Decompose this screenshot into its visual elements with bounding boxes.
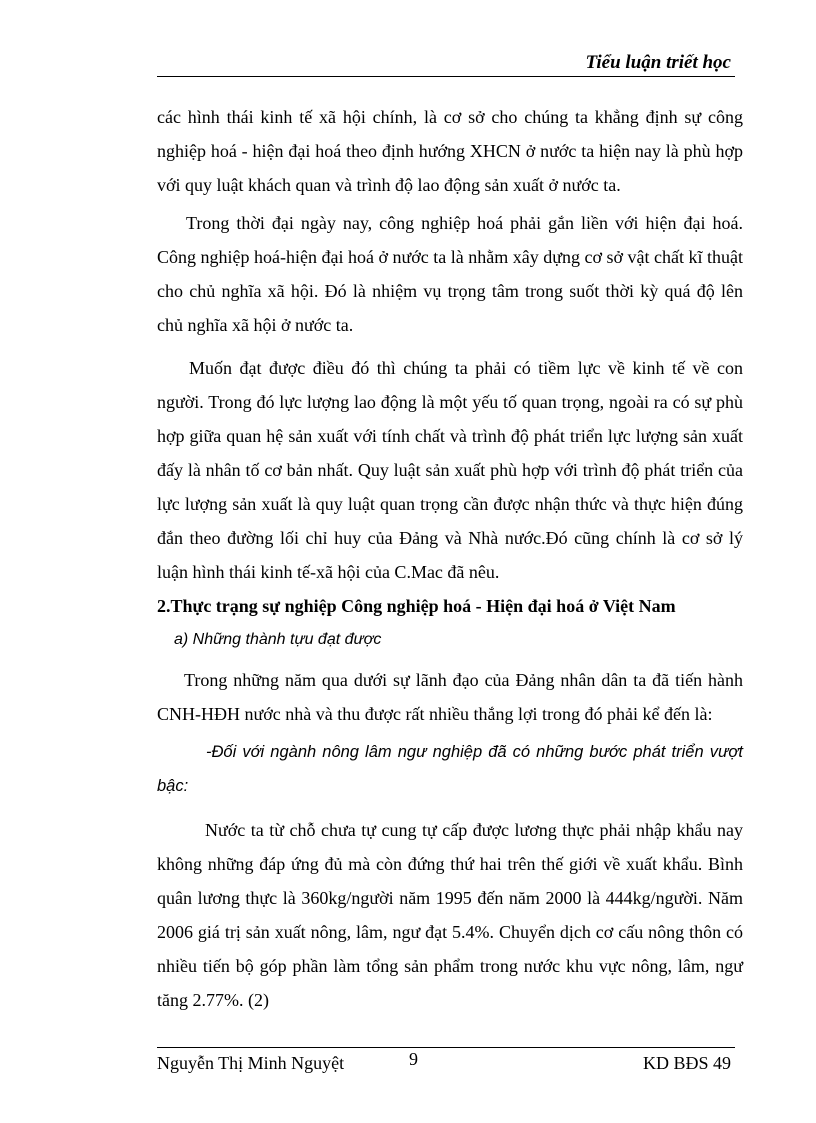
section-subheading: a) Những thành tựu đạt được (174, 631, 382, 648)
footer-class-code: KD BĐS 49 (642, 1053, 731, 1073)
footer-divider (157, 1047, 735, 1048)
paragraph-3: Muốn đạt được điều đó thì chúng ta phải có tiềm lực về kinh tế về con người. Trong đó lực lượng lao động là một yếu tố quan trọng, ngoài ra có sự phù hợp giữa quan hệ sản xuất với tính chất và trình độ phát triển lực lượng sản xuất đấy là nhân tố cơ bản nhất. Quy luật sản xuất phù hợp với trình độ phát triển của lực lượng sản xuất là quy luật quan trọng cần được nhận thức và thực hiện đúng đắn theo đường lối chỉ huy của Đảng và Nhà nước.Đó cũng chính là cơ sở lý luận hình thái kinh tế-xã hội của C.Mac đã nêu. (157, 358, 743, 582)
paragraph-6: Nước ta từ chỗ chưa tự cung tự cấp được lương thực phải nhập khẩu nay không những đáp ứng đủ mà còn đứng thứ hai trên thế giới về xuất khẩu. Bình quân lương thực là 360kg/người năm 1995 đến năm 2000 là 444kg/người. Năm 2006 giá trị sản xuất nông, lâm, ngư đạt 5.4%. Chuyển dịch cơ cấu nông thôn có nhiều tiến bộ góp phần làm tổng sản phẩm trong nước khu vực nông, lâm, ngư tăng 2.77%. (2) (157, 820, 743, 1010)
header-divider (157, 76, 735, 77)
paragraph-2: Trong thời đại ngày nay, công nghiệp hoá phải gắn liền với hiện đại hoá. Công nghiệp hoá-hiện đại hoá ở nước ta là nhằm xây dựng cơ sở vật chất kĩ thuật cho chủ nghĩa xã hội. Đó là nhiệm vụ trọng tâm trong suốt thời kỳ quá độ lên chủ nghĩa xã hội ở nước ta. (157, 213, 743, 335)
page-footer (157, 1047, 735, 1077)
document-body (157, 100, 743, 1017)
paragraph-4: Trong những năm qua dưới sự lãnh đạo của Đảng nhân dân ta đã tiến hành CNH-HĐH nước nhà và thu được rất nhiều thắng lợi trong đó phải kể đến là: (157, 670, 743, 724)
header-title: Tiểu luận triết học (585, 52, 731, 73)
paragraph-5: -Đối với ngành nông lâm ngư nghiệp đã có những bước phát triển vượt bậc: (157, 743, 743, 795)
page-number: 9 (409, 1049, 418, 1069)
page-header (157, 52, 735, 76)
footer-author: Nguyễn Thị Minh Nguyệt (157, 1053, 345, 1073)
paragraph-1: các hình thái kinh tế xã hội chính, là cơ sở cho chúng ta khẳng định sự công nghiệp hoá - hiện đại hoá theo định hướng XHCN ở nước ta hiện nay là phù hợp với quy luật khách quan và trình độ lao động sản xuất ở nước ta. (157, 107, 743, 195)
section-heading: 2.Thực trạng sự nghiệp Công nghiệp hoá - Hiện đại hoá ở Việt Nam (157, 596, 676, 616)
